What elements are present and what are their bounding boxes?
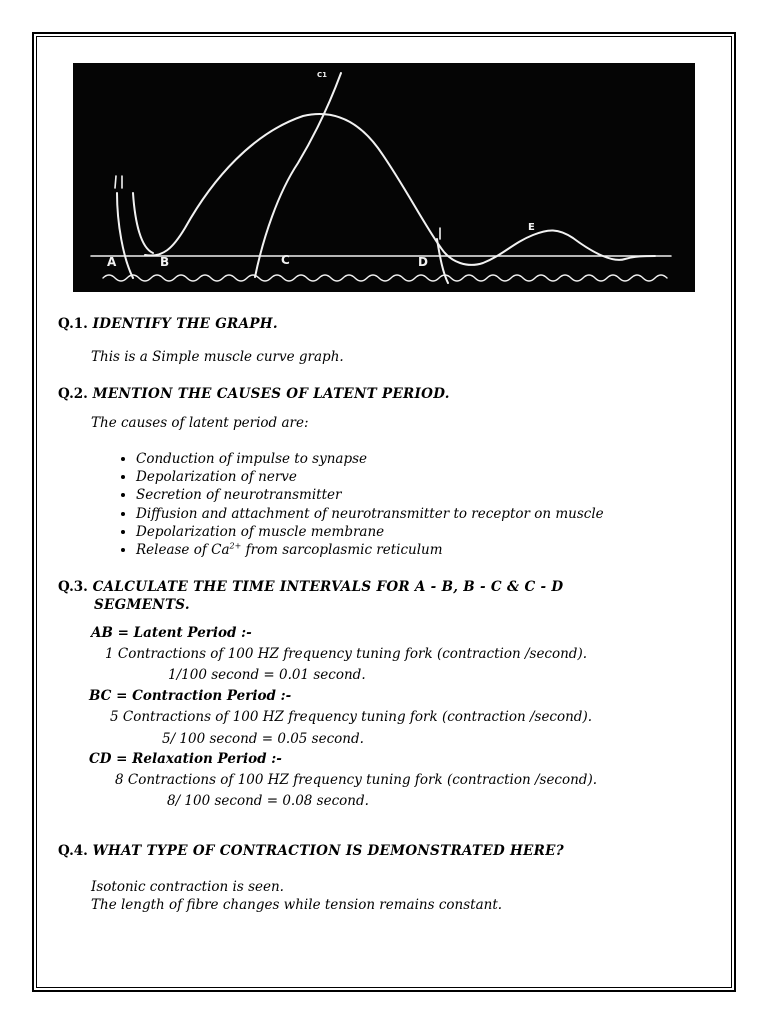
label-e: E bbox=[528, 222, 535, 233]
ab-line2: 1/100 second = 0.01 second. bbox=[168, 667, 366, 683]
q2-heading bbox=[58, 386, 450, 402]
cd-line2: 8/ 100 second = 0.08 second. bbox=[167, 793, 369, 809]
label-c1: C1 bbox=[317, 71, 328, 79]
q1-number: Q.1. bbox=[58, 316, 88, 332]
bc-heading: BC = Contraction Period :- bbox=[89, 688, 292, 704]
list-item: • Secretion of neurotransmitter bbox=[136, 486, 604, 504]
q4-title: WHAT TYPE OF CONTRACTION IS DEMONSTRATED HERE? bbox=[92, 843, 564, 859]
q2-title: MENTION THE CAUSES OF LATENT PERIOD. bbox=[92, 386, 450, 402]
bc-line2: 5/ 100 second = 0.05 second. bbox=[162, 731, 364, 747]
q4-answer-line2: The length of fibre changes while tension remains constant. bbox=[91, 897, 503, 913]
q3-title-line1: CALCULATE THE TIME INTERVALS FOR A - B, B - C & C - D bbox=[92, 579, 564, 595]
q4-number: Q.4. bbox=[58, 843, 88, 859]
bc-line1: 5 Contractions of 100 HZ frequency tuning fork (contraction /second). bbox=[110, 709, 593, 725]
q3-heading-line2: SEGMENTS. bbox=[94, 597, 190, 613]
causes-list bbox=[114, 450, 604, 559]
q3-heading bbox=[58, 579, 563, 595]
q4-heading bbox=[58, 843, 564, 859]
list-item: • Conduction of impulse to synapse bbox=[136, 450, 604, 468]
cd-heading: CD = Relaxation Period :- bbox=[89, 751, 282, 767]
list-item: • Release of $Ca^{2+}$ from sarcoplasmic reticulum bbox=[136, 541, 604, 559]
q4-answer-line1: Isotonic contraction is seen. bbox=[91, 879, 284, 895]
q1-answer: This is a Simple muscle curve graph. bbox=[91, 349, 344, 365]
ab-line1: 1 Contractions of 100 HZ frequency tuning fork (contraction /second). bbox=[105, 646, 588, 662]
q1-heading bbox=[58, 316, 278, 332]
q2-intro: The causes of latent period are: bbox=[91, 415, 309, 431]
q3-number: Q.3. bbox=[58, 579, 88, 595]
list-item: • Depolarization of muscle membrane bbox=[136, 523, 604, 541]
q2-number: Q.2. bbox=[58, 386, 88, 402]
label-b: B bbox=[160, 255, 170, 269]
label-c: C bbox=[281, 253, 290, 267]
list-item: • Depolarization of nerve bbox=[136, 468, 604, 486]
label-a: A bbox=[107, 255, 117, 269]
muscle-curve-figure bbox=[73, 63, 695, 292]
q1-title: IDENTIFY THE GRAPH. bbox=[92, 316, 278, 332]
list-item: • Diffusion and attachment of neurotransmitter to receptor on muscle bbox=[136, 505, 604, 523]
ab-heading: AB = Latent Period :- bbox=[91, 625, 252, 641]
cd-line1: 8 Contractions of 100 HZ frequency tuning fork (contraction /second). bbox=[115, 772, 598, 788]
label-d: D bbox=[418, 255, 428, 269]
